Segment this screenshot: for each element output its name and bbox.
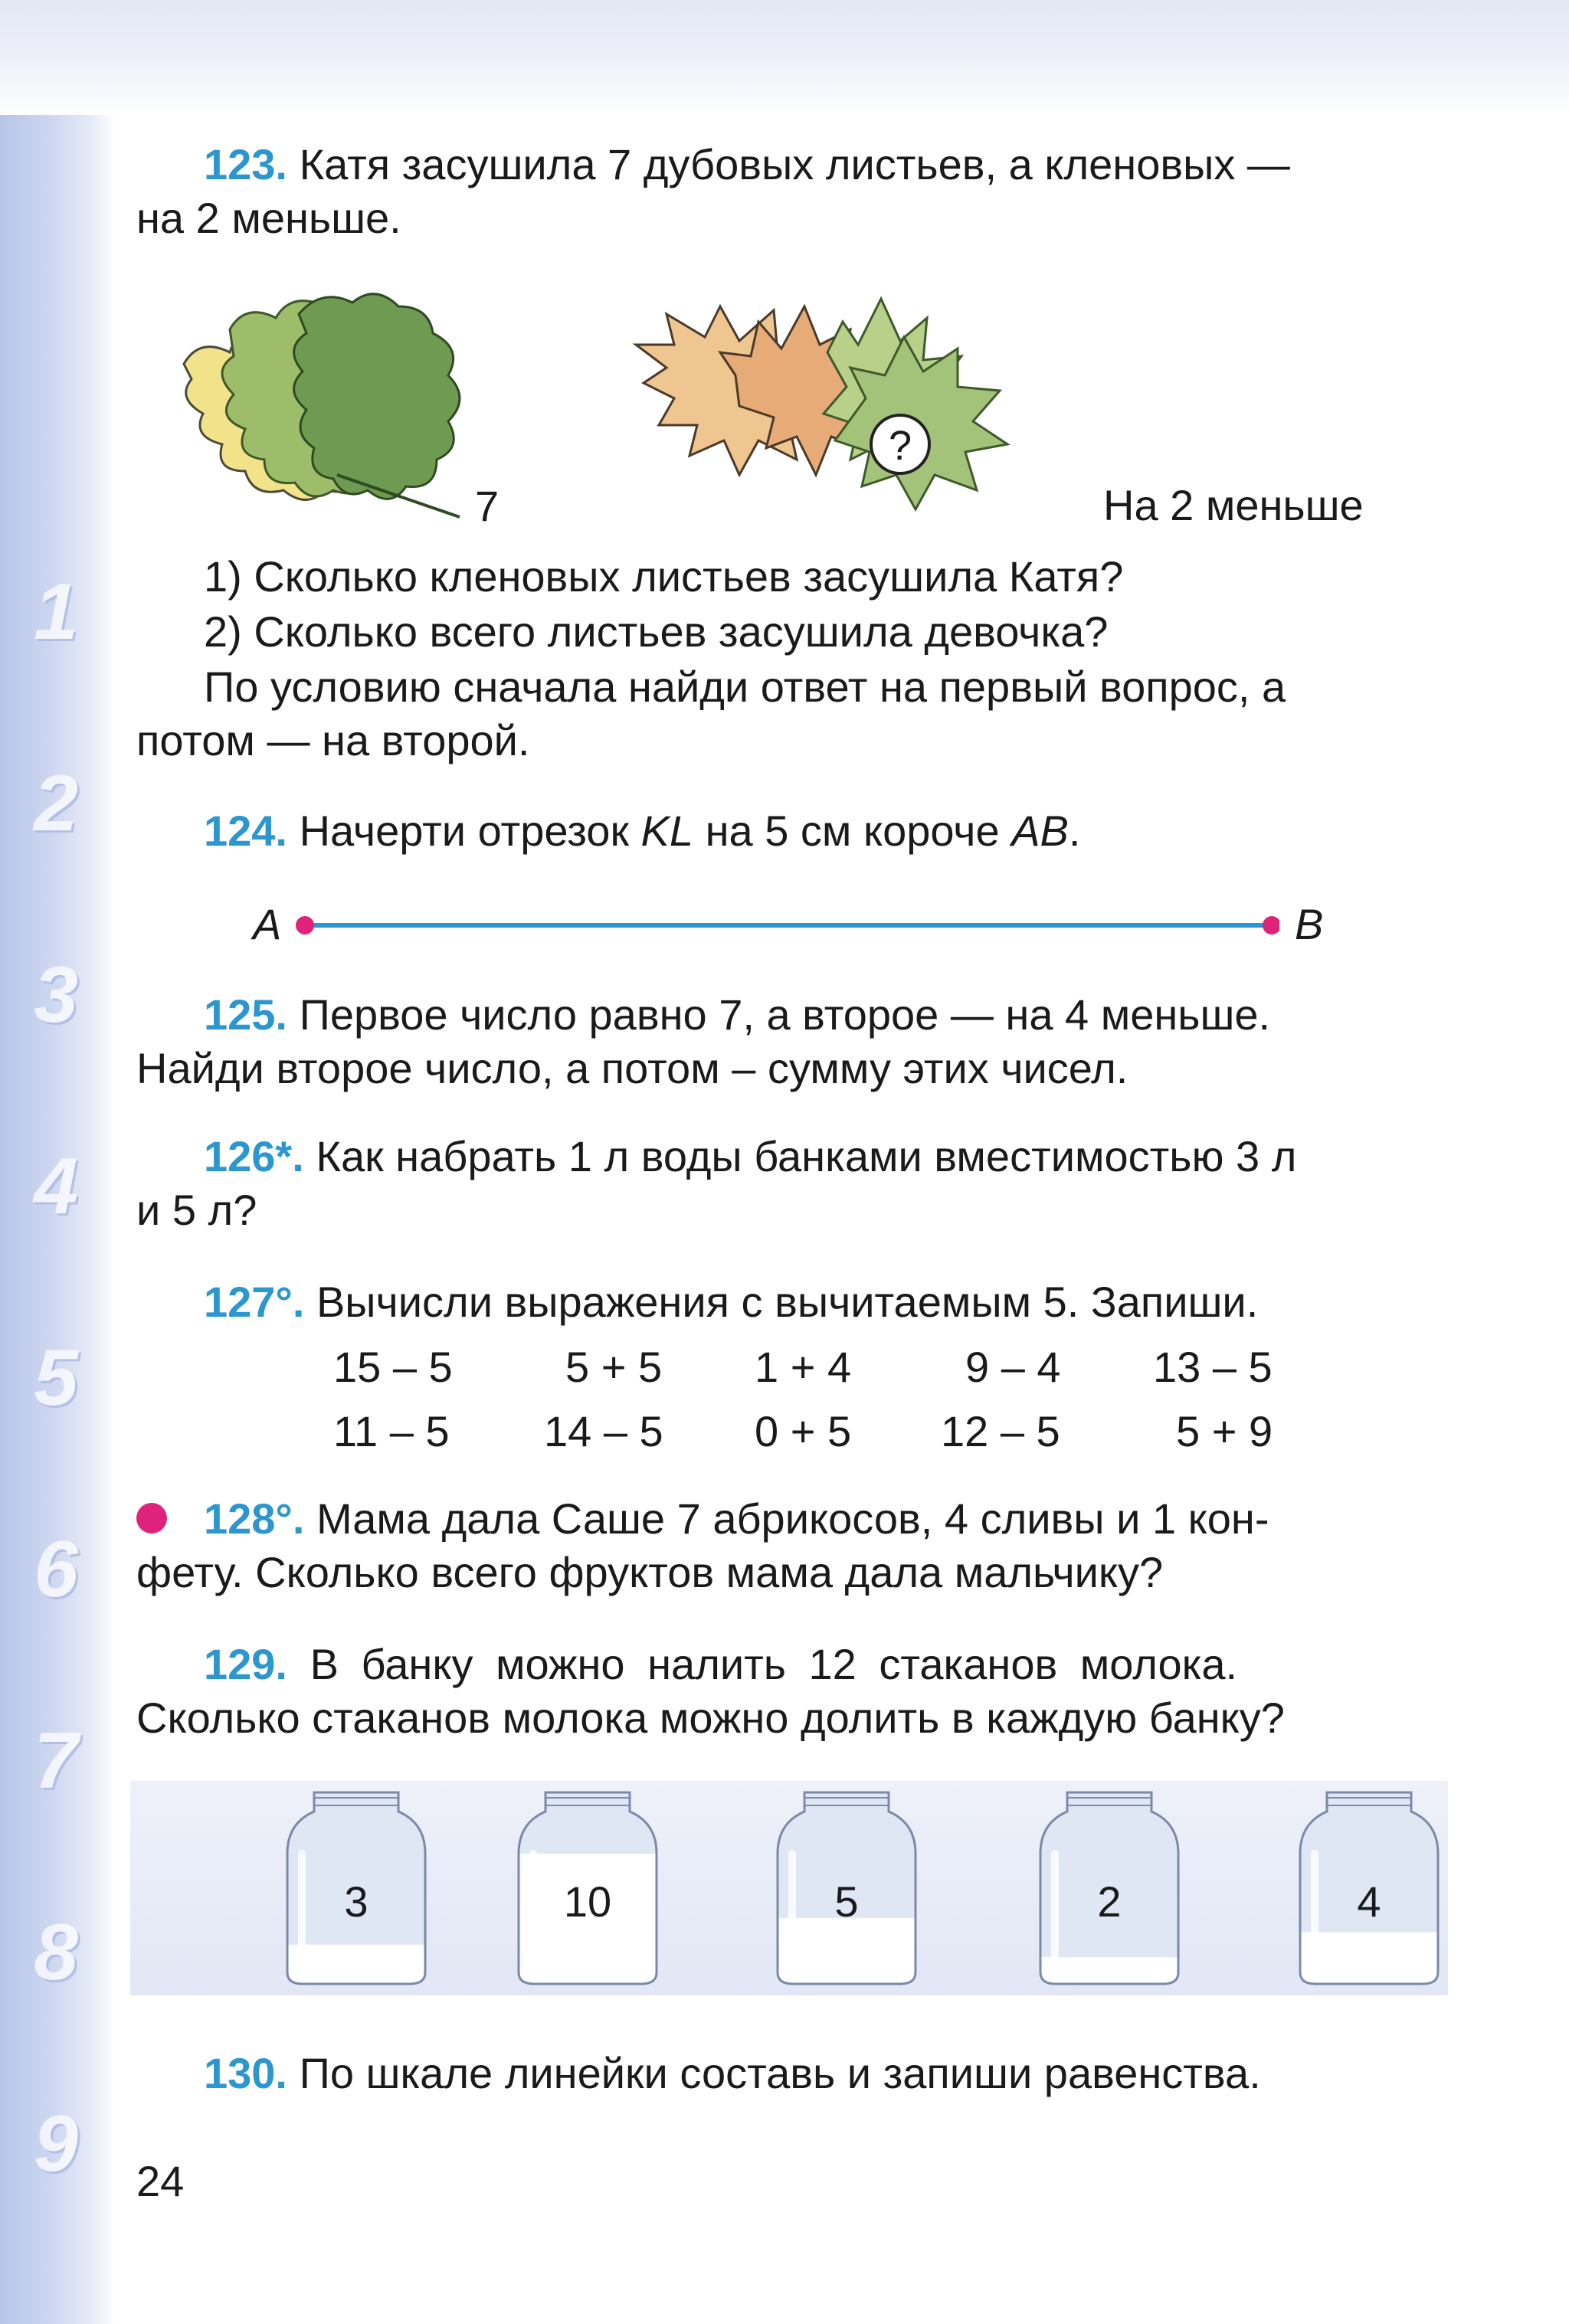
sidebar-number-4: 4: [34, 1142, 78, 1231]
expression: 13 – 5: [1153, 1343, 1273, 1391]
expression: 1 + 4: [755, 1343, 852, 1391]
expression: 11 – 5: [333, 1407, 450, 1455]
problem-128: [136, 1492, 1446, 1599]
problem-text: Мама дала Саше 7 абрикосов, 4 сливы и 1 кон-: [316, 1494, 1269, 1543]
expression: 9 – 4: [965, 1343, 1061, 1391]
problem-text: .: [1068, 807, 1081, 855]
problem-number: 124.: [204, 807, 287, 855]
page-number: 24: [136, 2157, 185, 2205]
jar-label: 5: [834, 1877, 859, 1926]
top-band: [0, 0, 1569, 115]
problem-127: [136, 1275, 1446, 1329]
milk-level: [778, 1918, 916, 1984]
oak-leaves-icon: [184, 294, 460, 517]
sidebar-number-3: 3: [34, 951, 78, 1039]
problem-text: Сколько стаканов молока можно долить в каждую банку?: [136, 1694, 1285, 1742]
jar-label: 4: [1357, 1877, 1381, 1926]
problem-text: Начерти отрезок: [299, 807, 641, 855]
hint-line1: По условию сначала найди ответ на первый вопрос, а: [204, 663, 1286, 711]
problem-number: 123.: [204, 140, 287, 188]
maple-caption: На 2 меньше: [1103, 481, 1364, 529]
expression: 0 + 5: [755, 1407, 852, 1455]
expression: 12 – 5: [941, 1407, 1060, 1455]
milk-level: [1300, 1932, 1438, 1984]
problem-text: на 5 см короче: [693, 807, 1012, 855]
problem-number: 130.: [204, 2049, 287, 2097]
oak-count-label: 7: [475, 482, 500, 529]
milk-level: [1040, 1957, 1178, 1984]
sidebar-number-5: 5: [34, 1334, 78, 1422]
problem-126: [136, 1130, 1446, 1237]
maple-leaves-icon: [636, 299, 1007, 509]
leaves-illustration: [169, 283, 1126, 529]
problem-130: [136, 2047, 1446, 2100]
problem-123-hint: [136, 660, 1446, 768]
expression: 15 – 5: [333, 1343, 453, 1391]
problem-123-question-1: 1) Сколько кленовых листьев засушила Катя?: [204, 552, 1124, 601]
jar-label: 2: [1097, 1877, 1122, 1926]
problem-text: и 5 л?: [136, 1186, 257, 1234]
problem-124: [136, 804, 1446, 858]
problem-number: 129.: [204, 1640, 287, 1688]
maple-question-mark: ?: [888, 423, 912, 469]
problem-text: Как набрать 1 л воды банками вместимостью 3 л: [316, 1132, 1297, 1180]
problem-text: Найди второе число, а потом – сумму этих чисел.: [136, 1044, 1128, 1092]
problem-text: Первое число равно 7, а второе — на 4 меньше.: [299, 990, 1271, 1039]
sidebar-number-9: 9: [34, 2100, 78, 2188]
jar-label: 3: [344, 1877, 369, 1926]
point-a-label: A: [253, 900, 282, 948]
chapter-sidebar: [0, 115, 115, 2324]
sidebar-number-1: 1: [34, 568, 78, 656]
jars-panel: [130, 1781, 1448, 1995]
sidebar-number-2: 2: [34, 759, 78, 848]
jar-label: 10: [563, 1877, 612, 1926]
problem-123-line1: [136, 138, 1446, 191]
segment-ab: AB: [1011, 807, 1069, 855]
problem-text: В банку можно налить 12 стаканов молока.: [310, 1640, 1238, 1688]
expression: 5 + 5: [565, 1343, 663, 1391]
expression: 14 – 5: [544, 1407, 663, 1455]
problem-number: 128°.: [204, 1494, 305, 1543]
expression: 5 + 9: [1176, 1407, 1273, 1455]
point-b-dot: [1263, 916, 1279, 935]
sidebar-number-7: 7: [34, 1717, 78, 1805]
problem-number: 125.: [204, 990, 287, 1039]
problem-text: По шкале линейки составь и запиши равенства.: [299, 2049, 1261, 2097]
sidebar-number-6: 6: [34, 1525, 78, 1614]
milk-level: [287, 1945, 425, 1984]
problem-text: фету. Сколько всего фруктов мама дала мальчику?: [136, 1548, 1164, 1596]
problem-text: Вычисли выражения с вычитаемым 5. Запиши.: [316, 1278, 1259, 1326]
problem-number: 127°.: [204, 1278, 305, 1326]
point-b-label: B: [1295, 900, 1324, 948]
point-a-dot: [296, 916, 314, 935]
problem-123-line2: на 2 меньше.: [136, 194, 401, 242]
problem-125: [136, 988, 1446, 1095]
problem-129: [136, 1638, 1446, 1745]
hint-line2: потом — на второй.: [136, 716, 530, 764]
sidebar-number-8: 8: [34, 1908, 78, 1997]
problem-text: Катя засушила 7 дубовых листьев, а кленовых —: [299, 140, 1290, 188]
segment-kl: KL: [640, 807, 694, 855]
problem-number: 126*.: [204, 1132, 304, 1180]
segment-ab-drawing: [291, 912, 1279, 939]
problem-123: [136, 138, 1446, 245]
problem-123-question-2: 2) Сколько всего листьев засушила девочка?: [204, 607, 1109, 656]
